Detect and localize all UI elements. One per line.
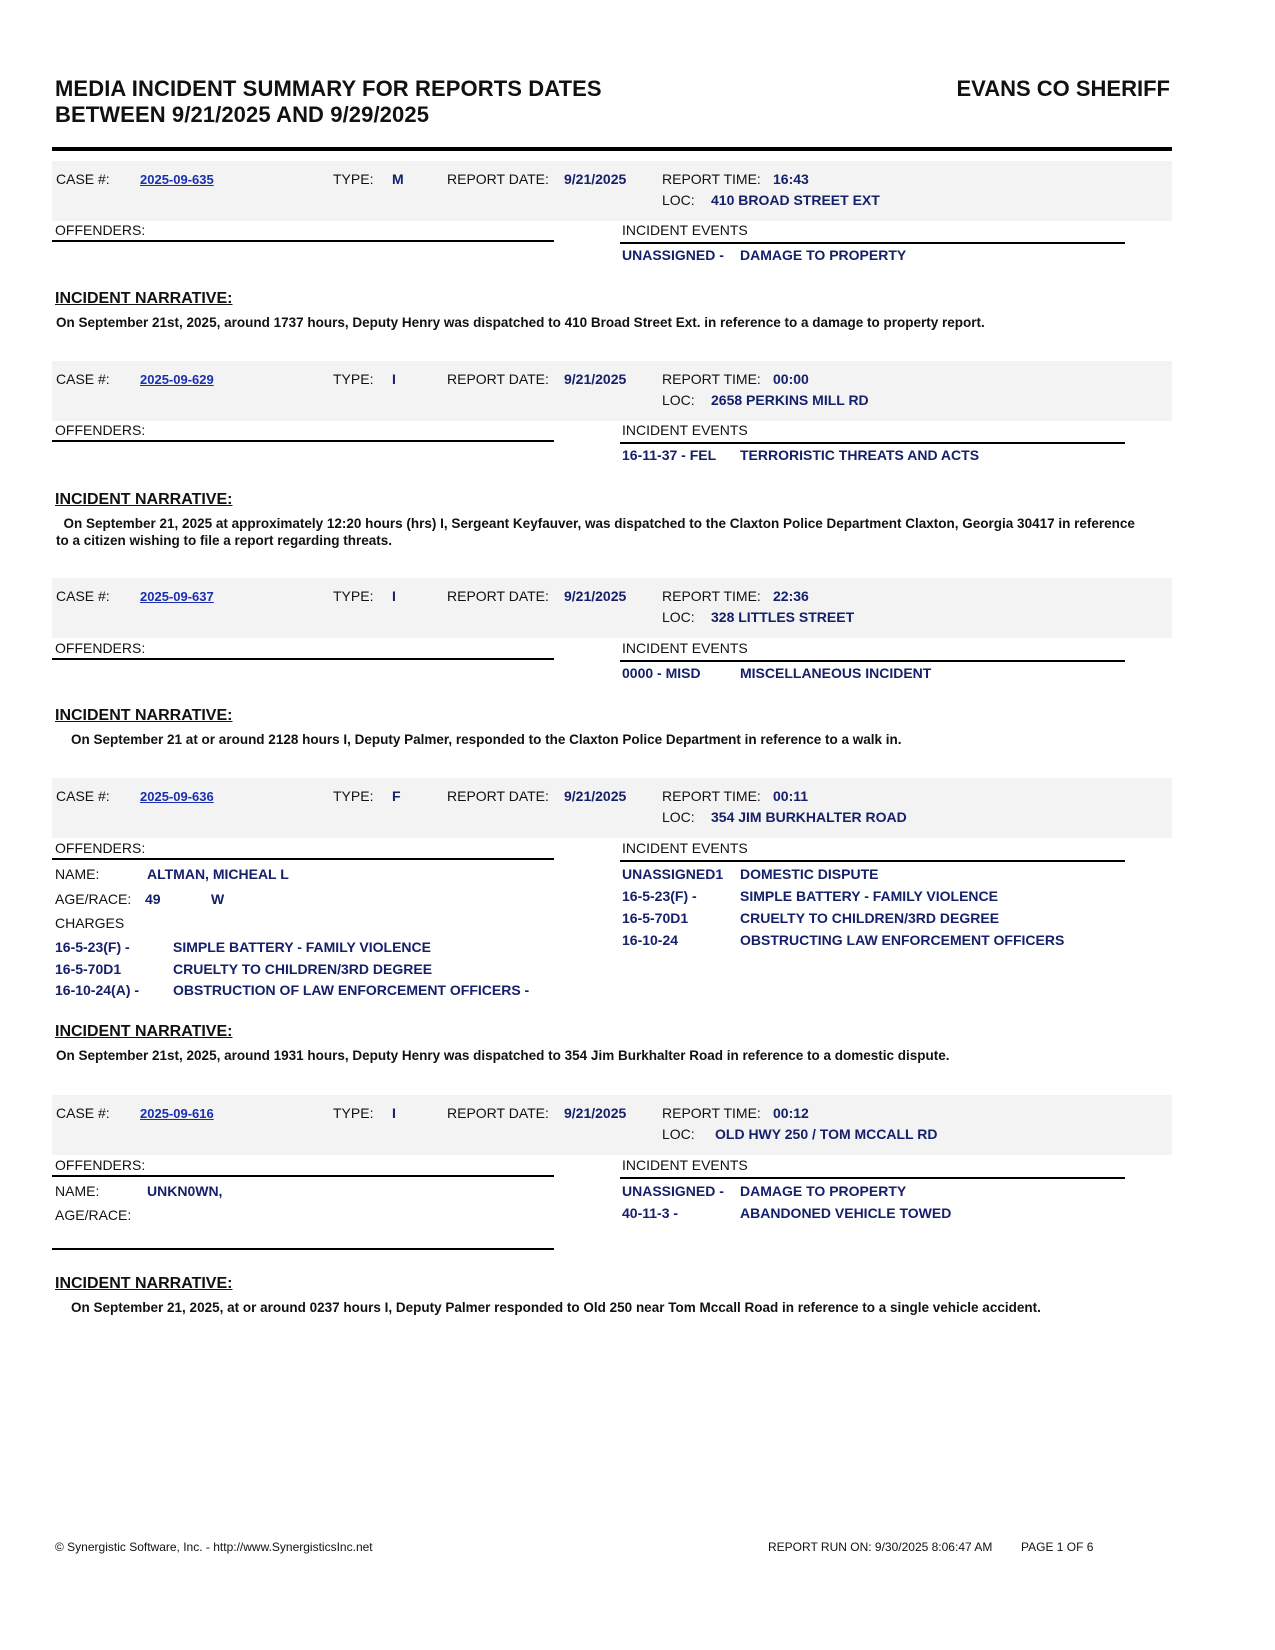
offender-name-label: NAME: xyxy=(55,866,100,882)
offender-name-value: UNKN0WN, xyxy=(147,1183,223,1199)
report-time-value: 00:12 xyxy=(773,1105,809,1121)
location-value: 328 LITTLES STREET xyxy=(711,609,855,625)
case-header-band xyxy=(52,778,1172,838)
report-date-label: REPORT DATE: xyxy=(447,1105,549,1121)
location-label: LOC: xyxy=(662,192,695,208)
report-date-label: REPORT DATE: xyxy=(447,171,549,187)
report-time-value: 00:00 xyxy=(773,371,809,387)
event-code: 16-10-24 xyxy=(622,932,679,948)
footer-page-number: PAGE 1 OF 6 xyxy=(1021,1540,1094,1554)
offenders-label: OFFENDERS: xyxy=(55,222,146,238)
type-label: TYPE: xyxy=(333,1105,374,1121)
narrative-heading: INCIDENT NARRATIVE: xyxy=(55,707,233,724)
report-time-label: REPORT TIME: xyxy=(662,588,761,604)
offender-age-race-label: AGE/RACE: xyxy=(55,891,132,907)
offender-race-value: W xyxy=(211,891,225,907)
location-label: LOC: xyxy=(662,1126,695,1142)
report-time-value: 16:43 xyxy=(773,171,809,187)
events-divider xyxy=(620,242,1125,244)
offenders-divider xyxy=(52,440,554,442)
event-description: CRUELTY TO CHILDREN/3RD DEGREE xyxy=(740,910,1000,926)
report-date-label: REPORT DATE: xyxy=(447,371,549,387)
events-divider xyxy=(620,660,1125,662)
report-time-value: 00:11 xyxy=(773,788,809,804)
location-label: LOC: xyxy=(662,809,695,825)
case-header-band xyxy=(52,361,1172,421)
event-description: DAMAGE TO PROPERTY xyxy=(740,247,907,263)
event-description: DOMESTIC DISPUTE xyxy=(740,866,879,882)
type-value: I xyxy=(392,371,396,387)
event-description: MISCELLANEOUS INCIDENT xyxy=(740,665,932,681)
offenders-end-divider xyxy=(52,1248,554,1250)
type-label: TYPE: xyxy=(333,171,374,187)
report-title-line1: MEDIA INCIDENT SUMMARY FOR REPORTS DATES xyxy=(55,76,602,101)
offenders-divider xyxy=(52,658,554,660)
location-label: LOC: xyxy=(662,609,695,625)
narrative-heading: INCIDENT NARRATIVE: xyxy=(55,1275,233,1292)
offenders-divider xyxy=(52,1175,554,1177)
report-date-value: 9/21/2025 xyxy=(564,788,627,804)
event-description: TERRORISTIC THREATS AND ACTS xyxy=(740,447,980,463)
report-title-line2: BETWEEN 9/21/2025 AND 9/29/2025 xyxy=(55,102,430,127)
charges-label: CHARGES xyxy=(55,915,125,931)
report-time-label: REPORT TIME: xyxy=(662,788,761,804)
incident-events-label: INCIDENT EVENTS xyxy=(622,640,748,656)
offenders-label: OFFENDERS: xyxy=(55,1157,146,1173)
event-code: 0000 - MISD xyxy=(622,665,701,681)
offender-age-value: 49 xyxy=(145,891,161,907)
charge-code: 16-10-24(A) - xyxy=(55,982,140,998)
offenders-divider xyxy=(52,240,554,242)
incident-events-label: INCIDENT EVENTS xyxy=(622,222,748,238)
agency-name: EVANS CO SHERIFF xyxy=(956,76,1170,101)
event-description: DAMAGE TO PROPERTY xyxy=(740,1183,907,1199)
event-code: UNASSIGNED1 xyxy=(622,866,724,882)
charge-description: CRUELTY TO CHILDREN/3RD DEGREE xyxy=(173,961,433,977)
location-value: 410 BROAD STREET EXT xyxy=(711,192,880,208)
incident-events-label: INCIDENT EVENTS xyxy=(622,840,748,856)
event-code: 16-5-23(F) - xyxy=(622,888,697,904)
event-code: 40-11-3 - xyxy=(622,1205,679,1221)
narrative-heading: INCIDENT NARRATIVE: xyxy=(55,290,233,307)
report-date-value: 9/21/2025 xyxy=(564,171,627,187)
report-time-label: REPORT TIME: xyxy=(662,171,761,187)
report-date-label: REPORT DATE: xyxy=(447,788,549,804)
event-description: SIMPLE BATTERY - FAMILY VIOLENCE xyxy=(740,888,998,904)
report-date-label: REPORT DATE: xyxy=(447,588,549,604)
narrative-heading: INCIDENT NARRATIVE: xyxy=(55,1023,233,1040)
offender-age-race-label: AGE/RACE: xyxy=(55,1207,132,1223)
report-date-value: 9/21/2025 xyxy=(564,1105,627,1121)
report-title xyxy=(55,76,602,128)
location-value: OLD HWY 250 / TOM MCCALL RD xyxy=(715,1126,938,1142)
offenders-label: OFFENDERS: xyxy=(55,422,146,438)
type-label: TYPE: xyxy=(333,371,374,387)
type-value: I xyxy=(392,1105,396,1121)
offender-name-label: NAME: xyxy=(55,1183,100,1199)
location-value: 354 JIM BURKHALTER ROAD xyxy=(711,809,907,825)
events-divider xyxy=(620,442,1125,444)
charge-description: SIMPLE BATTERY - FAMILY VIOLENCE xyxy=(173,939,431,955)
offenders-divider xyxy=(52,858,554,860)
narrative-text: On September 21 at or around 2128 hours I, Deputy Palmer, responded to the Claxton Police Department in reference to a walk in. xyxy=(56,732,902,747)
case-number-link[interactable]: 2025-09-635 xyxy=(140,172,214,187)
type-label: TYPE: xyxy=(333,788,374,804)
location-value: 2658 PERKINS MILL RD xyxy=(711,392,869,408)
incident-events-label: INCIDENT EVENTS xyxy=(622,1157,748,1173)
case-number-link[interactable]: 2025-09-637 xyxy=(140,589,214,604)
report-time-label: REPORT TIME: xyxy=(662,1105,761,1121)
report-date-value: 9/21/2025 xyxy=(564,588,627,604)
event-description: ABANDONED VEHICLE TOWED xyxy=(740,1205,952,1221)
footer-copyright: © Synergistic Software, Inc. - http://www.SynergisticsInc.net xyxy=(55,1540,373,1554)
case-number-label: CASE #: xyxy=(56,1105,110,1121)
footer-report-run: REPORT RUN ON: 9/30/2025 8:06:47 AM xyxy=(768,1540,993,1554)
event-code: UNASSIGNED - xyxy=(622,1183,724,1199)
type-value: M xyxy=(392,171,404,187)
narrative-text: On September 21st, 2025, around 1931 hours, Deputy Henry was dispatched to 354 Jim Burkhalter Road in reference to a domestic dispute. xyxy=(56,1048,950,1063)
offenders-label: OFFENDERS: xyxy=(55,840,146,856)
narrative-text: On September 21, 2025 at approximately 12:20 hours (hrs) I, Sergeant Keyfauver, was dispatched to the Claxton Police Department Claxton, Georgia 30417 in reference to a citizen wishing to file a report regarding threats. xyxy=(56,516,1139,548)
case-number-label: CASE #: xyxy=(56,371,110,387)
type-label: TYPE: xyxy=(333,588,374,604)
charge-code: 16-5-70D1 xyxy=(55,961,122,977)
type-value: F xyxy=(392,788,401,804)
case-header-band xyxy=(52,161,1172,221)
event-code: 16-11-37 - FEL xyxy=(622,447,717,463)
event-description: OBSTRUCTING LAW ENFORCEMENT OFFICERS xyxy=(740,932,1065,948)
incident-events-label: INCIDENT EVENTS xyxy=(622,422,748,438)
header-divider xyxy=(52,147,1172,151)
narrative-text: On September 21, 2025, at or around 0237 hours I, Deputy Palmer responded to Old 250 near Tom Mccall Road in reference to a single vehicle accident. xyxy=(56,1300,1041,1315)
charge-description: OBSTRUCTION OF LAW ENFORCEMENT OFFICERS - xyxy=(173,982,530,998)
case-number-link[interactable]: 2025-09-616 xyxy=(140,1106,214,1121)
offender-name-value: ALTMAN, MICHEAL L xyxy=(147,866,289,882)
case-header-band xyxy=(52,578,1172,638)
location-label: LOC: xyxy=(662,392,695,408)
case-number-label: CASE #: xyxy=(56,171,110,187)
case-number-label: CASE #: xyxy=(56,788,110,804)
report-time-value: 22:36 xyxy=(773,588,809,604)
case-number-link[interactable]: 2025-09-629 xyxy=(140,372,214,387)
events-divider xyxy=(620,860,1125,862)
case-number-link[interactable]: 2025-09-636 xyxy=(140,789,214,804)
offenders-label: OFFENDERS: xyxy=(55,640,146,656)
case-number-label: CASE #: xyxy=(56,588,110,604)
event-code: 16-5-70D1 xyxy=(622,910,689,926)
narrative-heading: INCIDENT NARRATIVE: xyxy=(55,491,233,508)
type-value: I xyxy=(392,588,396,604)
case-header-band xyxy=(52,1095,1172,1155)
narrative-text: On September 21st, 2025, around 1737 hours, Deputy Henry was dispatched to 410 Broad Street Ext. in reference to a damage to property report. xyxy=(56,315,985,330)
charge-code: 16-5-23(F) - xyxy=(55,939,130,955)
events-divider xyxy=(620,1177,1125,1179)
report-time-label: REPORT TIME: xyxy=(662,371,761,387)
report-date-value: 9/21/2025 xyxy=(564,371,627,387)
event-code: UNASSIGNED - xyxy=(622,247,724,263)
